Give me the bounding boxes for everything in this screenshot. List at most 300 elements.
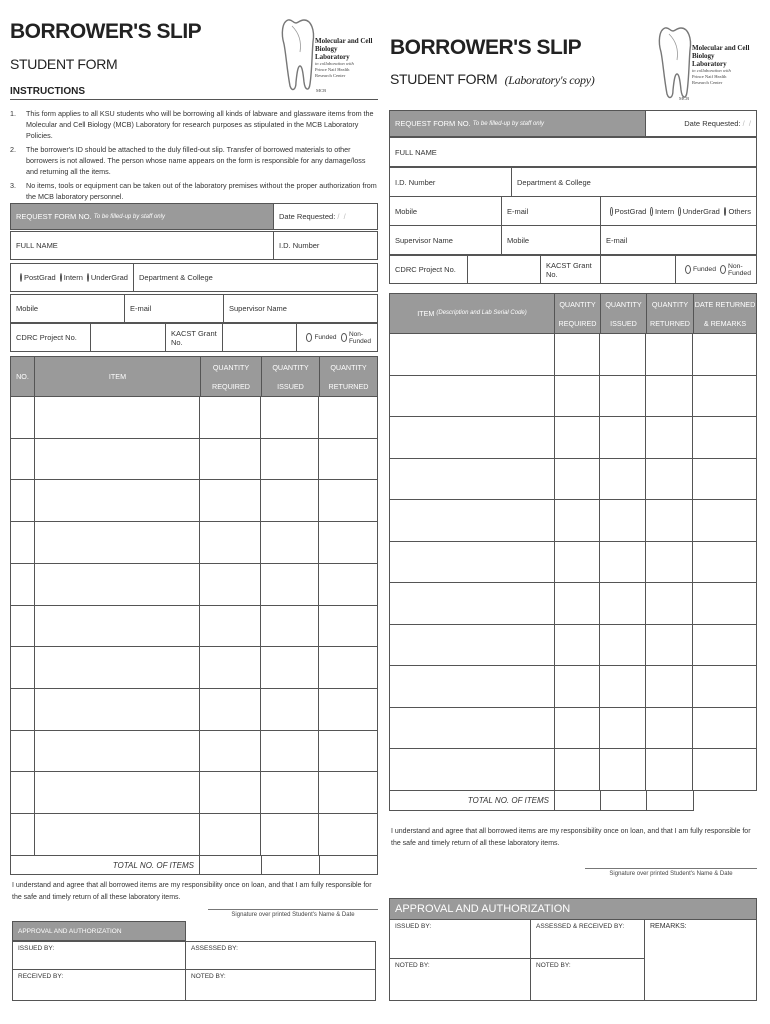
qty-label: QUANTITY xyxy=(651,299,689,309)
table-cell[interactable] xyxy=(200,438,261,480)
left-title: BORROWER'S SLIP xyxy=(10,20,202,43)
table-row xyxy=(11,438,378,480)
laboratory-copy-label: (Laboratory's copy) xyxy=(504,73,595,87)
returned-label: RETURNED xyxy=(328,381,369,391)
table-row xyxy=(11,814,378,856)
table-cell[interactable] xyxy=(11,647,35,689)
table-cell[interactable] xyxy=(200,480,261,522)
right-supervisor-field[interactable] xyxy=(389,225,502,255)
instruction-number: 1. xyxy=(10,109,16,118)
required-label: REQUIRED xyxy=(212,381,250,391)
kacst-field[interactable] xyxy=(165,323,223,352)
table-cell[interactable] xyxy=(600,375,646,417)
remarks-field[interactable] xyxy=(644,919,757,1001)
undergrad-radio[interactable] xyxy=(87,273,89,282)
table-cell[interactable] xyxy=(34,814,200,856)
table-row xyxy=(390,749,757,791)
logo-center-1: Prince Naif Health xyxy=(692,74,727,79)
instruction-item xyxy=(10,108,378,141)
item-note-label: (Description and Lab Serial Code) xyxy=(436,310,527,316)
mobile-label: Mobile xyxy=(507,235,530,245)
staff-only-note: To be filled-up by staff only xyxy=(472,120,544,127)
department-label: Department & College xyxy=(139,273,213,282)
right-kacst-value-field[interactable] xyxy=(600,255,676,284)
returned-label: RETURNED xyxy=(650,318,690,328)
table-cell[interactable] xyxy=(11,689,35,731)
table-cell[interactable] xyxy=(554,417,600,459)
table-cell[interactable] xyxy=(646,500,693,542)
table-cell[interactable] xyxy=(34,480,200,522)
table-cell[interactable] xyxy=(554,334,600,376)
table-cell[interactable] xyxy=(319,563,378,605)
table-cell[interactable] xyxy=(390,624,555,666)
funding-field[interactable] xyxy=(296,323,378,352)
table-cell[interactable] xyxy=(600,749,646,791)
qty-label: QUANTITY xyxy=(605,299,642,309)
right-request-form-no-field[interactable] xyxy=(389,110,646,137)
table-row xyxy=(390,666,757,708)
nonfunded-radio[interactable] xyxy=(720,265,726,274)
kacst-value-field[interactable] xyxy=(222,323,297,352)
right-supervisor-mobile-field[interactable] xyxy=(501,225,601,255)
qty-label: QUANTITY xyxy=(330,362,367,372)
cdrc-label: CDRC Project No. xyxy=(16,333,77,342)
logo-collab: in collaboration with xyxy=(692,68,731,73)
qty-label: QUANTITY xyxy=(272,362,309,372)
table-cell[interactable] xyxy=(11,730,35,772)
table-cell[interactable] xyxy=(200,730,261,772)
remarks-col-label: & REMARKS xyxy=(703,318,747,328)
table-cell[interactable] xyxy=(11,438,35,480)
table-cell[interactable] xyxy=(261,438,319,480)
assessed-received-by-field[interactable] xyxy=(530,919,645,959)
approval-label: APPROVAL AND AUTHORIZATION xyxy=(395,903,571,915)
right-noted-by-field-2[interactable] xyxy=(530,958,645,1001)
instruction-number: 2. xyxy=(10,145,16,154)
table-cell[interactable] xyxy=(319,397,378,439)
col-item-label: ITEM xyxy=(108,372,127,381)
table-row xyxy=(11,480,378,522)
right-total-label-cell xyxy=(389,790,555,811)
table-cell[interactable] xyxy=(693,500,757,542)
table-row xyxy=(390,375,757,417)
logo-name-1: Molecular and Cell Biology xyxy=(315,37,373,53)
right-items-table xyxy=(389,333,757,791)
right-mobile-field[interactable] xyxy=(389,196,502,226)
received-by-field[interactable] xyxy=(12,969,186,1001)
department-label: Department & College xyxy=(517,177,591,187)
table-cell[interactable] xyxy=(646,458,693,500)
table-cell[interactable] xyxy=(261,605,319,647)
right-kacst-field[interactable] xyxy=(540,255,601,284)
table-row xyxy=(390,541,757,583)
col-no-label: NO. xyxy=(16,372,29,381)
cdrc-field[interactable] xyxy=(10,323,91,352)
col-qty-required-header xyxy=(200,356,262,397)
instruction-text: This form applies to all KSU students who will be borrowing all kinds of labware and glassware items from the Molecular and Cell Biology (MCB) Laboratory for research purposes as stipulated in the MCB Laboratory Policies. xyxy=(26,109,374,140)
table-cell[interactable] xyxy=(390,375,555,417)
total-items-label: TOTAL NO. OF ITEMS xyxy=(467,796,549,805)
table-cell[interactable] xyxy=(261,397,319,439)
table-row xyxy=(11,647,378,689)
mobile-field[interactable] xyxy=(10,294,125,323)
table-cell[interactable] xyxy=(390,749,555,791)
mobile-label: Mobile xyxy=(395,206,418,216)
table-cell[interactable] xyxy=(261,480,319,522)
table-cell[interactable] xyxy=(693,707,757,749)
table-row xyxy=(390,624,757,666)
logo-abbr: MCB xyxy=(316,88,327,93)
undergrad-label: UnderGrad xyxy=(682,206,720,216)
kacst-label: KACST Grant No. xyxy=(546,260,592,279)
email-label: E-mail xyxy=(606,235,628,245)
table-cell[interactable] xyxy=(200,605,261,647)
date-requested-label: Date Requested: xyxy=(279,212,336,221)
instructions-divider xyxy=(10,99,378,100)
date-slashes: / / xyxy=(742,119,751,128)
intern-radio[interactable] xyxy=(60,273,62,282)
table-cell[interactable] xyxy=(554,500,600,542)
assessed-by-field[interactable] xyxy=(185,941,376,970)
right-col-qty-returned-header xyxy=(646,293,694,334)
right-id-number-field[interactable] xyxy=(389,167,512,197)
left-approval-header xyxy=(12,921,186,941)
table-cell[interactable] xyxy=(554,375,600,417)
student-type-field[interactable] xyxy=(10,263,134,292)
request-form-no-field[interactable] xyxy=(10,203,274,230)
table-cell[interactable] xyxy=(11,605,35,647)
table-cell[interactable] xyxy=(319,730,378,772)
full-name-label: FULL NAME xyxy=(16,241,58,250)
logo-name-2: Laboratory xyxy=(315,53,350,61)
date-requested-field[interactable] xyxy=(273,203,378,230)
table-cell[interactable] xyxy=(693,458,757,500)
table-row xyxy=(390,417,757,459)
table-cell[interactable] xyxy=(261,814,319,856)
table-cell[interactable] xyxy=(390,458,555,500)
table-cell[interactable] xyxy=(261,772,319,814)
table-cell[interactable] xyxy=(390,541,555,583)
right-col-qty-issued-header xyxy=(600,293,647,334)
table-row xyxy=(11,605,378,647)
assessed-by-label: ASSESSED BY: xyxy=(191,945,238,952)
left-total-issued-cell[interactable] xyxy=(261,855,320,875)
table-cell[interactable] xyxy=(390,417,555,459)
email-field[interactable] xyxy=(124,294,224,323)
funded-label: Funded xyxy=(692,266,716,273)
full-name-field[interactable] xyxy=(10,231,274,260)
full-name-label: FULL NAME xyxy=(395,147,437,157)
right-title: BORROWER'S SLIP xyxy=(390,36,582,59)
right-department-field[interactable] xyxy=(511,167,757,197)
table-cell[interactable] xyxy=(646,334,693,376)
table-cell[interactable] xyxy=(390,334,555,376)
logo-collab: in collaboration with xyxy=(315,61,354,66)
instruction-item xyxy=(10,144,378,177)
table-cell[interactable] xyxy=(319,480,378,522)
table-cell[interactable] xyxy=(34,563,200,605)
table-cell[interactable] xyxy=(693,666,757,708)
table-row xyxy=(390,458,757,500)
email-label: E-mail xyxy=(507,206,529,216)
table-cell[interactable] xyxy=(646,375,693,417)
table-cell[interactable] xyxy=(693,749,757,791)
right-col-item-header xyxy=(389,293,555,334)
table-cell[interactable] xyxy=(11,814,35,856)
table-cell[interactable] xyxy=(390,666,555,708)
email-label: E-mail xyxy=(130,304,152,313)
instruction-item xyxy=(10,180,378,202)
table-cell[interactable] xyxy=(34,438,200,480)
right-total-value-cell[interactable] xyxy=(554,790,601,811)
table-cell[interactable] xyxy=(554,624,600,666)
table-cell[interactable] xyxy=(319,689,378,731)
table-cell[interactable] xyxy=(554,458,600,500)
table-cell[interactable] xyxy=(693,583,757,625)
table-cell[interactable] xyxy=(646,417,693,459)
id-number-label: I.D. Number xyxy=(279,241,320,250)
instructions-heading: INSTRUCTIONS xyxy=(10,86,85,97)
right-email-field[interactable] xyxy=(501,196,601,226)
table-cell[interactable] xyxy=(34,689,200,731)
table-cell[interactable] xyxy=(600,666,646,708)
table-cell[interactable] xyxy=(200,647,261,689)
table-cell[interactable] xyxy=(319,814,378,856)
table-cell[interactable] xyxy=(693,417,757,459)
qty-label: QUANTITY xyxy=(559,299,596,309)
logo-center-2: Research Center xyxy=(692,80,723,85)
table-row xyxy=(11,772,378,814)
table-cell[interactable] xyxy=(319,647,378,689)
table-cell[interactable] xyxy=(600,583,646,625)
table-cell[interactable] xyxy=(34,730,200,772)
col-qty-issued-header xyxy=(261,356,320,397)
right-approval-header xyxy=(389,898,757,920)
mobile-label: Mobile xyxy=(16,304,39,313)
issued-by-label: ISSUED BY: xyxy=(18,945,55,952)
instruction-number: 3. xyxy=(10,181,16,190)
left-items-table xyxy=(10,396,378,856)
table-cell[interactable] xyxy=(34,397,200,439)
supervisor-label: Supervisor Name xyxy=(395,235,453,245)
issued-by-label: ISSUED BY: xyxy=(395,923,432,930)
intern-radio[interactable] xyxy=(650,207,653,216)
table-cell[interactable] xyxy=(200,397,261,439)
table-cell[interactable] xyxy=(261,689,319,731)
postgrad-label: PostGrad xyxy=(614,206,647,216)
postgrad-radio[interactable] xyxy=(20,273,22,282)
col-no-header xyxy=(10,356,35,397)
table-cell[interactable] xyxy=(34,605,200,647)
date-returned-label: DATE RETURNED xyxy=(694,299,756,309)
issued-label: ISSUED xyxy=(277,381,304,391)
table-cell[interactable] xyxy=(646,624,693,666)
right-subtitle xyxy=(390,71,594,88)
left-total-label-cell xyxy=(10,855,200,875)
table-cell[interactable] xyxy=(200,772,261,814)
right-total-returned-cell[interactable] xyxy=(646,790,694,811)
others-radio[interactable] xyxy=(724,207,727,216)
left-total-value-cell[interactable] xyxy=(199,855,262,875)
col-item-label: ITEM xyxy=(417,309,435,318)
right-full-name-field[interactable] xyxy=(389,137,757,167)
table-cell[interactable] xyxy=(200,522,261,564)
logo-center-1: Prince Naif Health xyxy=(315,67,350,72)
postgrad-label: PostGrad xyxy=(24,273,56,282)
left-logo xyxy=(278,12,378,96)
table-cell[interactable] xyxy=(200,689,261,731)
table-cell[interactable] xyxy=(261,647,319,689)
request-form-label: REQUEST FORM NO. xyxy=(16,212,92,221)
table-cell[interactable] xyxy=(390,583,555,625)
received-by-label: RECEIVED BY: xyxy=(18,973,64,980)
cdrc-label: CDRC Project No. xyxy=(395,265,456,274)
right-noted-by-field[interactable] xyxy=(389,958,531,1001)
right-subtitle-text: STUDENT FORM xyxy=(390,71,498,87)
col-item-header xyxy=(34,356,201,397)
table-cell[interactable] xyxy=(600,541,646,583)
cdrc-value-field[interactable] xyxy=(90,323,166,352)
right-col-date-returned-header xyxy=(693,293,757,334)
table-row xyxy=(11,522,378,564)
right-cdrc-field[interactable] xyxy=(389,255,468,284)
table-cell[interactable] xyxy=(34,647,200,689)
issued-label: ISSUED xyxy=(610,318,637,328)
table-cell[interactable] xyxy=(390,500,555,542)
table-cell[interactable] xyxy=(693,334,757,376)
left-total-returned-cell[interactable] xyxy=(319,855,378,875)
tooth-logo-icon xyxy=(278,12,318,96)
total-items-label: TOTAL NO. OF ITEMS xyxy=(112,860,194,870)
table-cell[interactable] xyxy=(600,707,646,749)
id-number-label: I.D. Number xyxy=(395,177,436,187)
right-logo xyxy=(655,20,760,104)
table-row xyxy=(390,334,757,376)
noted-by-label: NOTED BY: xyxy=(536,962,571,969)
left-noted-by-field[interactable] xyxy=(185,969,376,1001)
left-subtitle: STUDENT FORM xyxy=(10,56,118,72)
table-row xyxy=(11,689,378,731)
table-cell[interactable] xyxy=(554,583,600,625)
nonfunded-radio[interactable] xyxy=(341,333,347,342)
supervisor-field[interactable] xyxy=(223,294,378,323)
table-cell[interactable] xyxy=(646,541,693,583)
right-date-requested-field[interactable] xyxy=(645,110,757,137)
table-cell[interactable] xyxy=(554,707,600,749)
table-cell[interactable] xyxy=(600,458,646,500)
table-cell[interactable] xyxy=(646,749,693,791)
table-cell[interactable] xyxy=(600,500,646,542)
remarks-label: REMARKS: xyxy=(650,923,687,930)
table-cell[interactable] xyxy=(200,814,261,856)
table-cell[interactable] xyxy=(319,522,378,564)
table-cell[interactable] xyxy=(554,666,600,708)
table-cell[interactable] xyxy=(319,772,378,814)
table-cell[interactable] xyxy=(261,730,319,772)
table-cell[interactable] xyxy=(554,749,600,791)
table-cell[interactable] xyxy=(11,563,35,605)
kacst-label: KACST Grant No. xyxy=(171,328,217,347)
table-cell[interactable] xyxy=(319,438,378,480)
funded-radio[interactable] xyxy=(306,333,312,342)
right-student-type-field[interactable] xyxy=(600,196,757,226)
instruction-text: No items, tools or equipment can be taken out of the laboratory premises without the proper authorization from the MCB laboratory personnel. xyxy=(26,181,377,201)
table-cell[interactable] xyxy=(600,334,646,376)
table-row xyxy=(390,500,757,542)
logo-name-2: Laboratory xyxy=(692,60,727,68)
table-cell[interactable] xyxy=(11,772,35,814)
intern-label: Intern xyxy=(63,273,83,282)
noted-by-label: NOTED BY: xyxy=(395,962,430,969)
table-row xyxy=(11,563,378,605)
right-agreement-text: I understand and agree that all borrowed items are my responsibility once on loan, and that I am fully responsible for the safe and timely return of all these laboratory items. xyxy=(391,828,751,847)
table-cell[interactable] xyxy=(600,417,646,459)
col-qty-returned-header xyxy=(319,356,378,397)
nonfunded-label: Non-Funded xyxy=(348,330,371,345)
left-agreement-text: I understand and agree that all borrowed items are my responsibility once on loan, and that I am fully responsible for the safe and timely return of all these laboratory items. xyxy=(12,882,372,901)
nonfunded-label: Non-Funded xyxy=(727,262,751,277)
table-cell[interactable] xyxy=(319,605,378,647)
request-form-label: REQUEST FORM NO. xyxy=(395,119,471,128)
table-cell[interactable] xyxy=(261,563,319,605)
table-cell[interactable] xyxy=(11,522,35,564)
table-cell[interactable] xyxy=(646,666,693,708)
table-cell[interactable] xyxy=(693,624,757,666)
left-signature-line: Signature over printed Student's Name & Date xyxy=(208,909,378,918)
table-cell[interactable] xyxy=(200,563,261,605)
right-issued-by-field[interactable] xyxy=(389,919,531,959)
right-col-qty-required-header xyxy=(554,293,601,334)
right-total-issued-cell[interactable] xyxy=(600,790,647,811)
table-cell[interactable] xyxy=(646,583,693,625)
table-cell[interactable] xyxy=(693,375,757,417)
assessed-received-label: ASSESSED & RECEIVED BY: xyxy=(536,923,625,930)
table-cell[interactable] xyxy=(11,480,35,522)
required-label: REQUIRED xyxy=(558,318,597,328)
issued-by-field[interactable] xyxy=(12,941,186,970)
table-cell[interactable] xyxy=(554,541,600,583)
logo-center-2: Research Center xyxy=(315,73,346,78)
table-cell[interactable] xyxy=(600,624,646,666)
table-cell[interactable] xyxy=(261,522,319,564)
right-supervisor-email-field[interactable] xyxy=(600,225,757,255)
table-cell[interactable] xyxy=(390,707,555,749)
table-cell[interactable] xyxy=(34,522,200,564)
staff-only-note: To be filled-up by staff only xyxy=(93,213,165,220)
undergrad-radio[interactable] xyxy=(678,207,681,216)
tooth-logo-icon xyxy=(655,20,695,104)
funded-label: Funded xyxy=(314,334,337,341)
funded-radio[interactable] xyxy=(685,265,691,274)
qty-label: QUANTITY xyxy=(212,362,250,372)
right-funding-field[interactable] xyxy=(675,255,757,284)
noted-by-label: NOTED BY: xyxy=(191,973,226,980)
department-field[interactable] xyxy=(133,263,378,292)
id-number-field[interactable] xyxy=(273,231,378,260)
postgrad-radio[interactable] xyxy=(610,207,613,216)
right-signature-line: Signature over printed Student's Name & Date xyxy=(585,868,757,877)
table-cell[interactable] xyxy=(646,707,693,749)
undergrad-label: UnderGrad xyxy=(90,273,128,282)
table-cell[interactable] xyxy=(11,397,35,439)
right-cdrc-value-field[interactable] xyxy=(467,255,541,284)
table-cell[interactable] xyxy=(34,772,200,814)
table-row xyxy=(11,730,378,772)
table-row xyxy=(11,397,378,439)
logo-abbr: MCB xyxy=(679,96,690,101)
table-row xyxy=(390,583,757,625)
table-cell[interactable] xyxy=(693,541,757,583)
